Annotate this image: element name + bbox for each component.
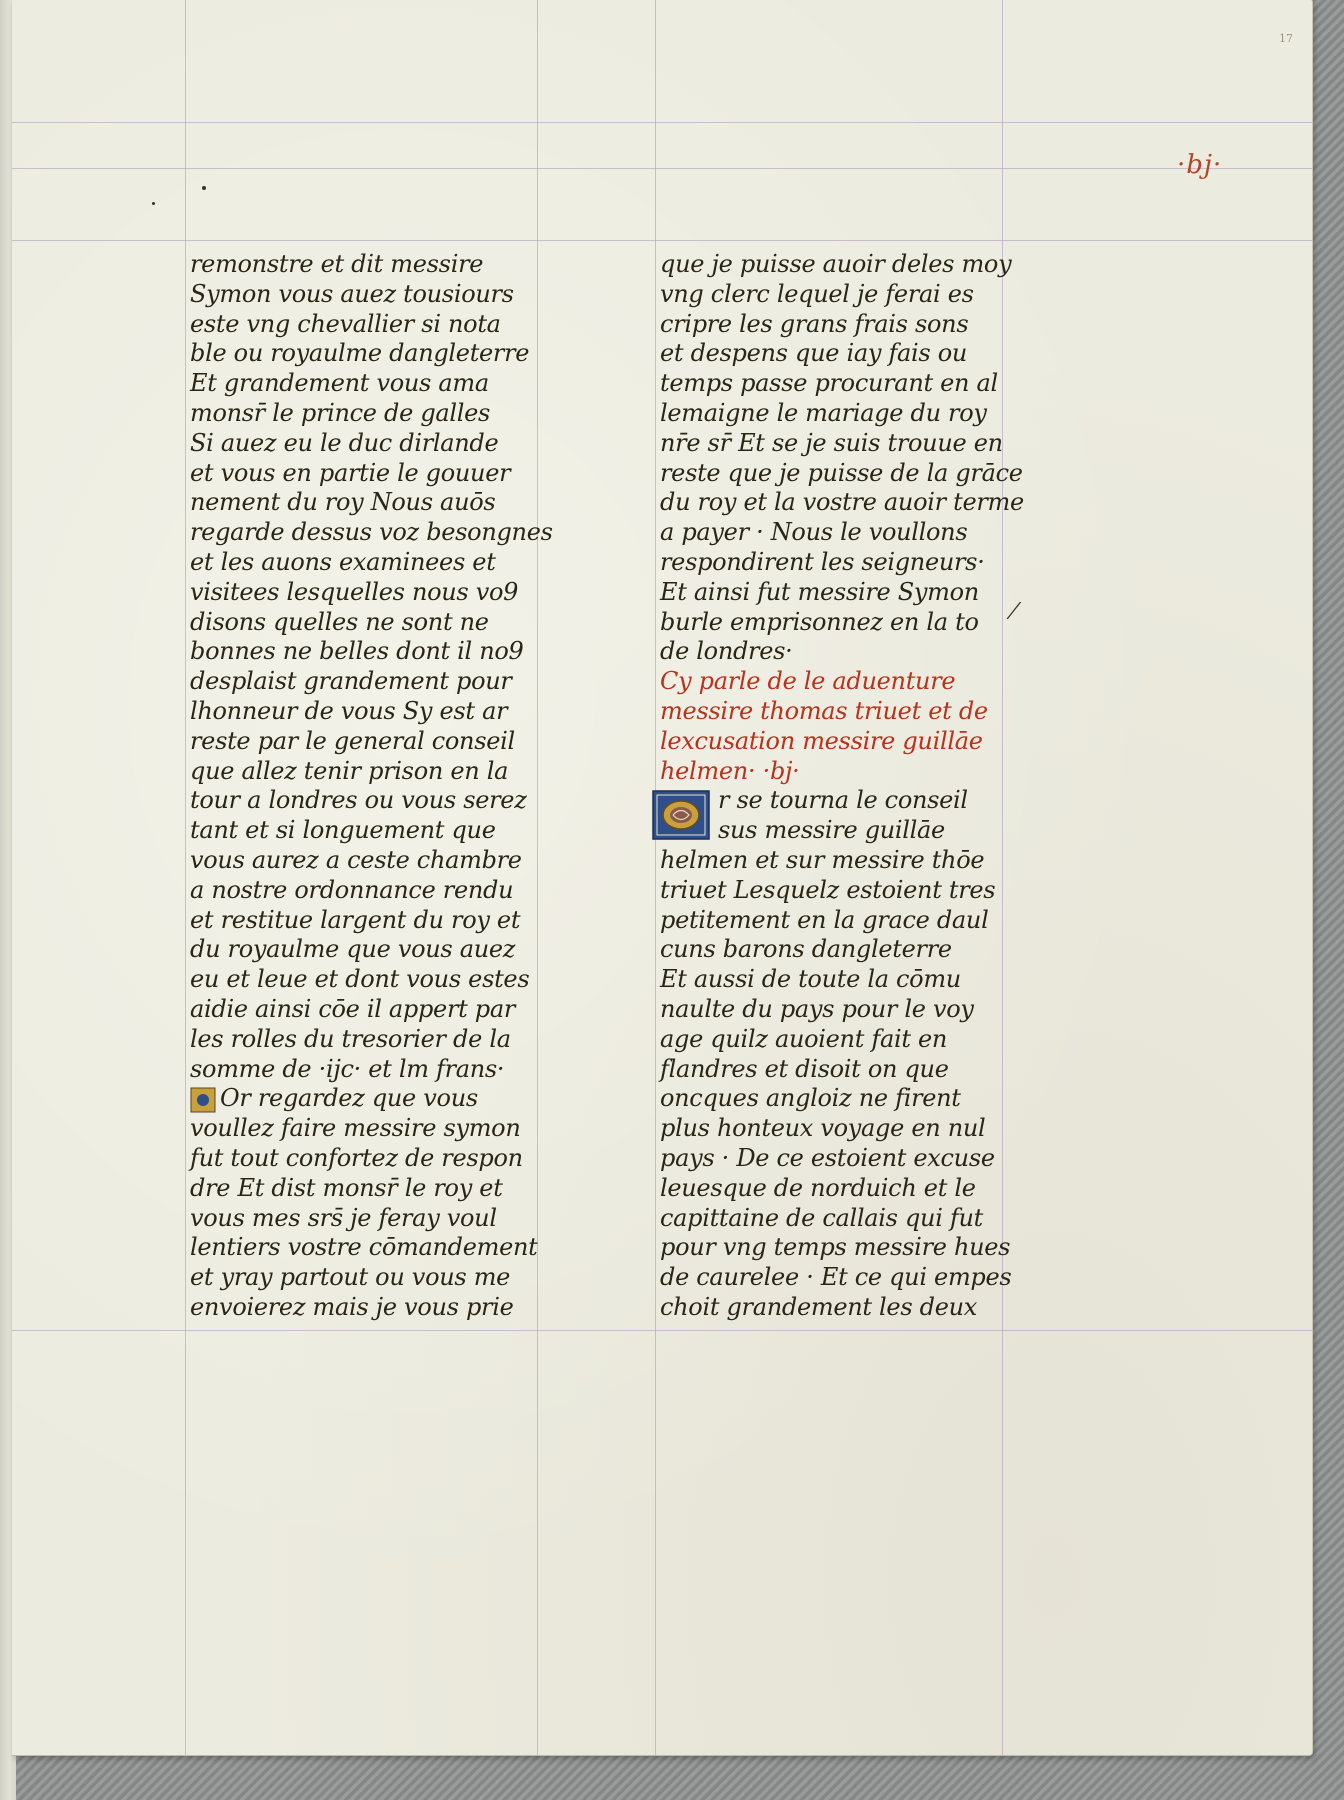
text-line-content: et vous en partie le gouuer [190, 458, 511, 487]
text-line [190, 1025, 590, 1055]
text-line [190, 518, 590, 548]
text-line-content: monsr̄ le prince de galles [190, 398, 491, 427]
text-line-content: respondirent les seigneurs· [660, 547, 985, 576]
ruling-line-top [12, 122, 1312, 123]
ink-speck [202, 186, 206, 190]
text-line [190, 906, 590, 936]
text-line [190, 488, 590, 518]
text-line-content: somme de ·ijc· et lm frans· [190, 1054, 505, 1083]
text-line [190, 339, 590, 369]
text-line [190, 846, 590, 876]
text-line-content: choit grandement les deux [660, 1292, 978, 1321]
text-line [190, 310, 590, 340]
text-line [660, 906, 1080, 936]
text-line-content: de londres· [660, 637, 793, 666]
text-line-content: cripre les grans frais sons [660, 309, 969, 338]
text-line [660, 280, 1080, 310]
folio-pencil-number: 17 [1279, 32, 1293, 45]
text-line-content: vng clerc lequel je ferai es [660, 279, 974, 308]
text-line [660, 429, 1080, 459]
text-line [190, 876, 590, 906]
text-line-content: pays · De ce estoient excuse [660, 1143, 995, 1172]
text-line [660, 876, 1080, 906]
text-line [660, 608, 1080, 638]
text-line-content: fut tout confortez de respon [190, 1143, 523, 1172]
text-line-content: Symon vous auez tousiours [190, 279, 514, 308]
text-line [660, 1114, 1080, 1144]
text-line [190, 1084, 590, 1114]
text-line-content: que je puisse auoir deles moy [660, 250, 1012, 278]
text-line [190, 697, 590, 727]
text-line [660, 399, 1080, 429]
text-line [190, 1263, 590, 1293]
text-line-content: ble ou royaulme dangleterre [190, 339, 530, 368]
text-line [190, 757, 590, 787]
ruling-line-upper [12, 240, 1312, 241]
text-line-content: temps passe procurant en al [660, 369, 998, 398]
text-line [190, 816, 590, 846]
text-line-content: et despens que iay fais ou [660, 339, 968, 368]
text-line [190, 965, 590, 995]
text-line-content: et restitue largent du roy et [190, 905, 521, 934]
text-line [660, 518, 1080, 548]
text-line-content: lentiers vostre cōmandement [190, 1233, 538, 1262]
text-line-content: regarde dessus voz besongnes [190, 518, 553, 547]
text-line-content: nement du roy Nous auōs [190, 488, 496, 517]
text-line-content: envoierez mais je vous prie [190, 1292, 514, 1321]
text-line [660, 816, 1080, 846]
text-line-content: r se tourna le conseil [718, 786, 968, 815]
text-line [190, 637, 590, 667]
text-line [660, 250, 1080, 280]
text-line [190, 250, 590, 280]
text-line-content: cuns barons dangleterre [660, 935, 952, 964]
text-line-content: du roy et la vostre auoir terme [660, 488, 1024, 517]
text-line [660, 1055, 1080, 1085]
text-line [190, 1144, 590, 1174]
text-line [190, 1174, 590, 1204]
text-line [190, 1055, 590, 1085]
text-line [190, 280, 590, 310]
left-text-column [190, 250, 590, 1323]
text-line [660, 369, 1080, 399]
text-line-content: Or regardez que vous [220, 1084, 478, 1113]
text-line-content: helmen· ·bj· [660, 756, 800, 785]
text-line [190, 429, 590, 459]
text-line-content: flandres et disoit on que [660, 1054, 949, 1083]
text-line [660, 1174, 1080, 1204]
text-line-content: Et ainsi fut messire Symon [660, 577, 979, 606]
text-line [660, 1233, 1080, 1263]
text-line [190, 399, 590, 429]
text-line-content: et les auons examinees et [190, 547, 496, 576]
marginal-caret-mark: ⁄ [1012, 600, 1016, 625]
text-line [660, 339, 1080, 369]
text-line [660, 488, 1080, 518]
text-line [190, 1204, 590, 1234]
text-line-content: Et aussi de toute la cōmu [660, 965, 961, 994]
text-line-content: Cy parle de le aduenture [660, 667, 956, 696]
text-line [660, 935, 1080, 965]
text-line [660, 310, 1080, 340]
text-line-content: eu et leue et dont vous estes [190, 965, 530, 994]
text-line [660, 1084, 1080, 1114]
text-line [190, 1233, 590, 1263]
text-line-content: capittaine de callais qui fut [660, 1203, 983, 1232]
small-initial-icon [190, 1087, 216, 1113]
text-line [660, 965, 1080, 995]
text-line [190, 786, 590, 816]
text-line [660, 1293, 1080, 1323]
text-line-content: Et grandement vous ama [190, 369, 489, 398]
text-line [660, 1204, 1080, 1234]
text-line-content: disons quelles ne sont ne [190, 607, 489, 636]
text-line [660, 995, 1080, 1025]
text-line-content: du royaulme que vous auez [190, 935, 516, 964]
text-line-content: tour a londres ou vous serez [190, 786, 527, 815]
text-line [660, 1025, 1080, 1055]
text-line-content: messire thomas triuet et de [660, 696, 988, 725]
text-line [190, 1293, 590, 1323]
text-line-content: sus messire guillāe [718, 816, 945, 845]
text-line [660, 578, 1080, 608]
text-line [190, 727, 590, 757]
text-line [660, 846, 1080, 876]
text-line-content: aidie ainsi cōe il appert par [190, 994, 516, 1023]
text-line [190, 1114, 590, 1144]
text-line-content: petitement en la grace daul [660, 905, 989, 934]
text-line [190, 995, 590, 1025]
text-line [660, 667, 1080, 697]
text-line-content: pour vng temps messire hues [660, 1233, 1011, 1262]
text-line-content: oncques angloiz ne firent [660, 1084, 961, 1113]
text-line [660, 1263, 1080, 1293]
text-line [660, 697, 1080, 727]
text-line [660, 548, 1080, 578]
text-line-content: Si auez eu le duc dirlande [190, 428, 499, 457]
text-line-content: reste que je puisse de la grāce [660, 458, 1023, 487]
text-line-content: helmen et sur messire thōe [660, 845, 985, 874]
text-line-content: a nostre ordonnance rendu [190, 875, 514, 904]
ruling-line-lower [12, 1330, 1312, 1331]
text-line-content: plus honteux voyage en nul [660, 1114, 986, 1143]
text-line [190, 608, 590, 638]
text-line-content: lhonneur de vous Sy est ar [190, 696, 508, 725]
ink-speck [152, 202, 155, 205]
text-line-content: reste par le general conseil [190, 726, 515, 755]
text-line-content: triuet Lesquelz estoient tres [660, 875, 996, 904]
text-line [660, 637, 1080, 667]
text-line-content: vous mes srs̄ je feray voul [190, 1203, 497, 1232]
text-line-content: les rolles du tresorier de la [190, 1024, 511, 1053]
text-line [660, 727, 1080, 757]
text-line-content: a payer · Nous le voullons [660, 518, 968, 547]
right-text-column [660, 250, 1080, 1323]
manuscript-page [12, 0, 1313, 1756]
text-line-content: desplaist grandement pour [190, 667, 512, 696]
text-line-content: leuesque de norduich et le [660, 1173, 976, 1202]
text-line [190, 369, 590, 399]
ruling-line-top-2 [12, 168, 1312, 169]
text-line [190, 667, 590, 697]
ruling-line-left-outer [185, 0, 186, 1755]
text-line-content: vous aurez a ceste chambre [190, 845, 522, 874]
text-line-content: et yray partout ou vous me [190, 1263, 511, 1292]
text-line [660, 786, 1080, 816]
text-line [660, 1144, 1080, 1174]
text-line-content: voullez faire messire symon [190, 1114, 521, 1143]
text-line [190, 578, 590, 608]
text-line-content: que allez tenir prison en la [190, 756, 509, 785]
text-line-content: lexcusation messire guillāe [660, 726, 983, 755]
text-line-content: bonnes ne belles dont il no9 [190, 637, 524, 666]
text-line [190, 935, 590, 965]
text-line-content: naulte du pays pour le voy [660, 994, 974, 1023]
text-line [190, 548, 590, 578]
ruling-line-right-inner [655, 0, 656, 1755]
text-line-content: tant et si longuement que [190, 816, 496, 845]
text-line-content: dre Et dist monsr̄ le roy et [190, 1173, 503, 1202]
text-line-content: este vng chevallier si nota [190, 309, 501, 338]
folio-number: ·bj· [1177, 150, 1223, 180]
text-line-content: visitees lesquelles nous vo9 [190, 577, 519, 606]
text-line-content: burle emprisonnez en la to [660, 607, 979, 636]
text-line-content: age quilz auoient fait en [660, 1024, 948, 1053]
text-line-content: de caurelee · Et ce qui empes [660, 1263, 1012, 1292]
text-line [190, 459, 590, 489]
text-line [660, 757, 1080, 787]
text-line-content: lemaigne le mariage du roy [660, 398, 987, 427]
text-line [660, 459, 1080, 489]
text-line-content: remonstre et dit messire [190, 250, 484, 278]
text-line-content: nr̄e sr̄ Et se je suis trouue en [660, 428, 1003, 457]
